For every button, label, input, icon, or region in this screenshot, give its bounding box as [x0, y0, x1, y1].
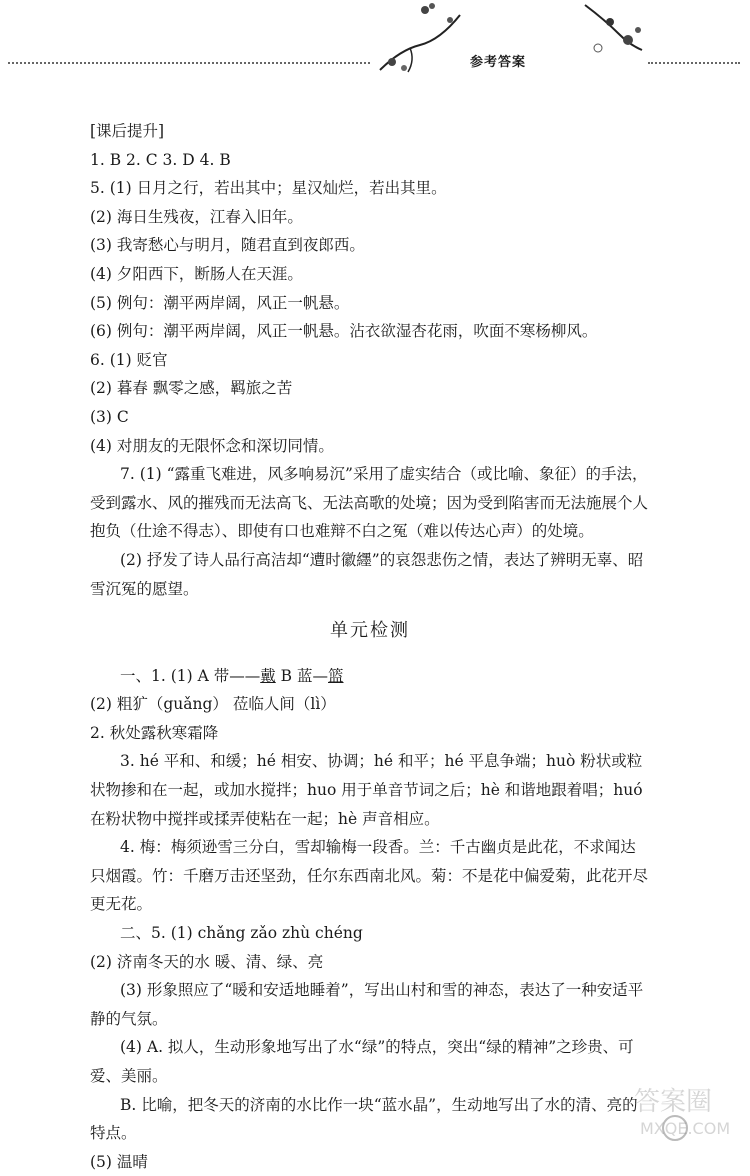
answer-line: 1. B 2. C 3. D 4. B	[90, 150, 231, 169]
q1-mid: B 蓝—	[275, 666, 328, 685]
answer-paragraph: (3) 形象照应了“暖和安适地睡着”，写出山村和雪的神态，表达了一种安适平静的气氛。	[90, 981, 644, 1028]
answer-line	[90, 662, 650, 691]
watermark-text: 答案圈	[634, 1087, 713, 1117]
answer-line: (3) 我寄愁心与明月，随君直到夜郎西。	[90, 236, 365, 255]
underlined-char: 戴	[260, 666, 276, 685]
answer-paragraph: 4. 梅：梅须逊雪三分白，雪却输梅一段香。兰：千古幽贞是此花，不求闻达只烟霞。竹：千磨万击还坚劲，任尔东西南北风。菊：不是花中偏爱菊，此花开尽更无花。	[90, 838, 649, 914]
answer-line: 二、5. (1) chǎng zǎo zhù chéng	[120, 924, 363, 943]
page-header-title: 参考答案	[470, 55, 527, 70]
answer-line: (2) 暮春 飘零之感，羁旅之苦	[90, 379, 293, 398]
answer-line: 5. (1) 日月之行，若出其中；星汉灿烂，若出其里。	[90, 179, 447, 198]
watermark-logo	[630, 1080, 742, 1138]
watermark-sub: MXQE.COM	[640, 1119, 731, 1138]
answer-paragraph: B. 比喻，把冬天的济南的水比作一块“蓝水晶”，生动地写出了水的清、亮的特点。	[90, 1095, 638, 1143]
header-rule-right	[648, 62, 740, 64]
page-header	[0, 0, 750, 80]
answer-line: (6) 例句：潮平两岸阔，风正一帆悬。沾衣欲湿杏花雨，吹面不寒杨柳风。	[90, 322, 598, 341]
answer-line: (3) C	[90, 407, 129, 426]
answer-line: (2) 济南冬天的水 暖、清、绿、亮	[90, 952, 324, 971]
answer-line: 2. 秋处露秋寒霜降	[90, 723, 219, 742]
plum-blossom-branch-icon	[580, 0, 650, 60]
answer-paragraph: (2) 抒发了诗人品行高洁却“遭时徽纆”的哀怨悲伤之情，表达了辨明无辜、昭雪沉冤的愿望。	[90, 550, 644, 598]
underlined-char: 篮	[328, 666, 344, 685]
plum-blossom-branch-icon	[370, 0, 480, 80]
answer-line: (2) 海日生残夜，江春入旧年。	[90, 207, 303, 226]
q1-prefix: 一、1. (1) A 带——	[120, 666, 261, 685]
section-heading: [课后提升]	[90, 122, 165, 140]
answer-line: (5) 温晴	[90, 1152, 148, 1171]
header-rule-left	[8, 62, 370, 64]
answer-line: (4) 对朋友的无限怀念和深切同情。	[90, 436, 334, 455]
answer-line: (5) 例句：潮平两岸阔，风正一帆悬。	[90, 293, 350, 312]
answer-paragraph: (4) A. 拟人，生动形象地写出了水“绿”的特点，突出“绿的精神”之珍贵、可爱、美丽。	[90, 1038, 634, 1085]
unit-test-title: 单元检测	[330, 620, 410, 642]
answer-line: 6. (1) 贬官	[90, 350, 168, 369]
answer-paragraph: 7. (1) “露重飞难进，风多响易沉”采用了虚实结合（或比喻、象征）的手法，受到露水、风的摧残而无法高飞、无法高歌的处境；因为受到陷害而无法施展个人抱负（仕途不得志）、即使有口也难辩不白之冤（难以传达心声）的处境。	[90, 465, 649, 541]
answer-line: (2) 粗犷（guǎng） 莅临人间（lì）	[90, 695, 336, 714]
answer-paragraph: 3. hé 平和、和缓；hé 相安、协调；hé 和平；hé 平息争端；huò 粉状或粒状物掺和在一起，或加水搅拌；huo 用于单音节词之后；hè 和谐地跟着唱；huó 在粉状物中搅拌或揉弄使粘在一起；hè 声音相应。	[90, 752, 643, 828]
answer-line: (4) 夕阳西下，断肠人在天涯。	[90, 264, 303, 283]
answer-content	[90, 117, 650, 1176]
